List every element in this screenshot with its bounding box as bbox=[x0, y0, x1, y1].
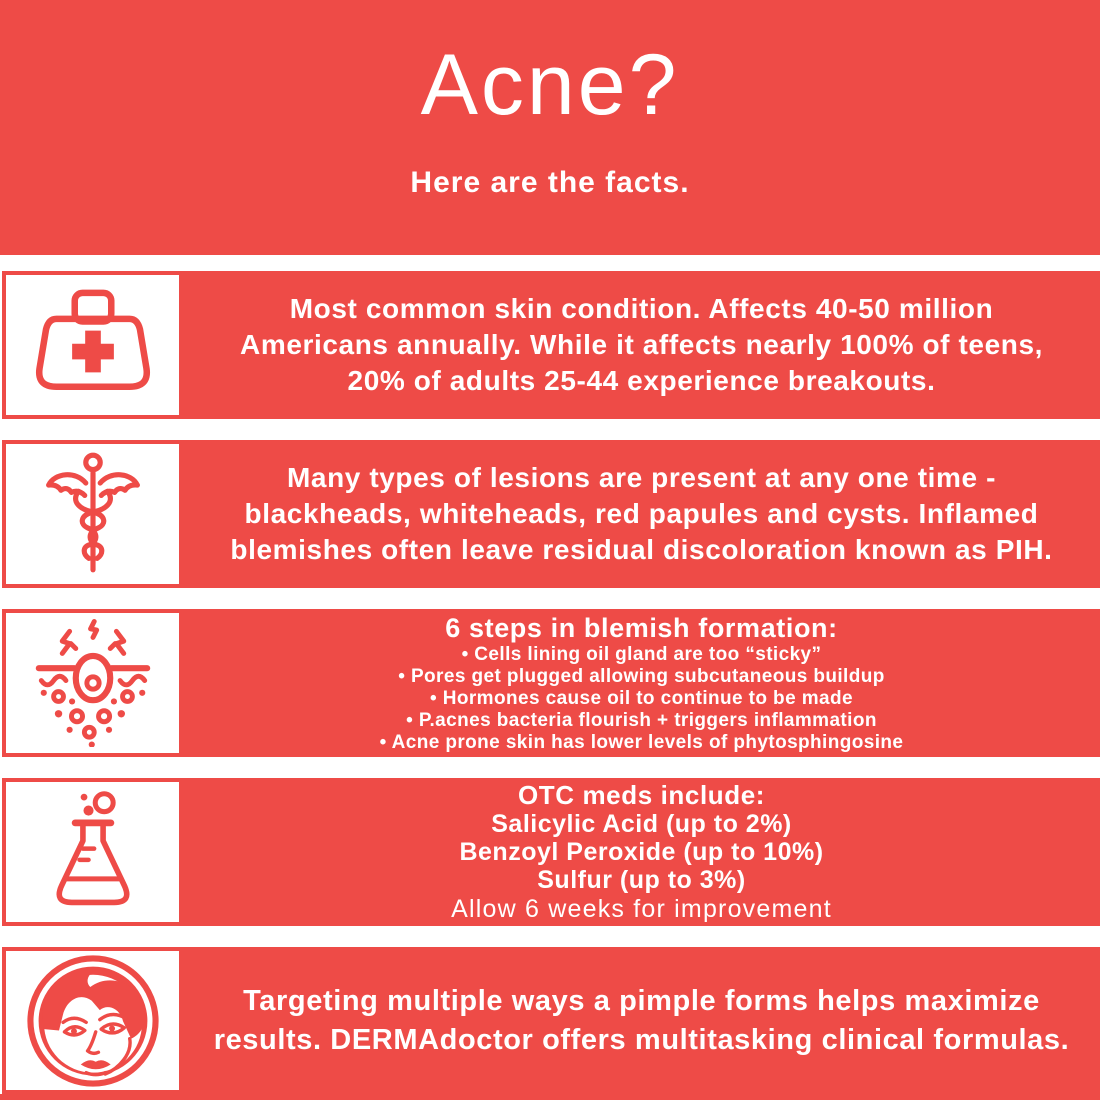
fact-line: 20% of adults 25-44 experience breakouts. bbox=[347, 365, 936, 396]
icon-box bbox=[2, 609, 183, 757]
fact-line: blackheads, whiteheads, red papules and cysts. Inflamed bbox=[244, 498, 1039, 529]
page-title: Acne? bbox=[420, 37, 680, 133]
fact-line: Many types of lesions are present at any one time - bbox=[286, 462, 997, 493]
icon-box bbox=[2, 440, 183, 588]
icon-box bbox=[2, 271, 183, 419]
fact-row-brand bbox=[0, 947, 1100, 1100]
caduceus-icon bbox=[41, 450, 145, 578]
flask-icon bbox=[37, 789, 149, 915]
fact-line: Most common skin condition. Affects 40-50 million bbox=[289, 293, 994, 324]
bullet-item: • Hormones cause oil to continue to be made bbox=[430, 687, 853, 709]
fact-heading: OTC meds include: bbox=[517, 780, 766, 810]
bullet-item: • Pores get plugged allowing subcutaneous buildup bbox=[398, 665, 885, 687]
fact-row-blemish-formation bbox=[0, 609, 1100, 757]
fact-text bbox=[183, 778, 1100, 926]
fact-text bbox=[183, 440, 1100, 588]
med-item: Salicylic Acid (up to 2%) bbox=[491, 810, 792, 838]
bullet-item: • P.acnes bacteria flourish + triggers inflammation bbox=[406, 709, 877, 731]
med-item: Benzoyl Peroxide (up to 10%) bbox=[459, 838, 824, 866]
fact-text bbox=[183, 609, 1100, 757]
med-item: Sulfur (up to 3%) bbox=[537, 866, 746, 894]
fact-row-otc-meds bbox=[0, 778, 1100, 926]
fact-line: results. DERMAdoctor offers multitasking clinical formulas. bbox=[213, 1023, 1070, 1056]
bullet-item: • Acne prone skin has lower levels of phytosphingosine bbox=[379, 731, 904, 753]
fact-row-lesions bbox=[0, 440, 1100, 588]
dermadoctor-face-icon bbox=[25, 953, 161, 1089]
fact-line: Americans annually. While it affects nearly 100% of teens, bbox=[240, 329, 1043, 360]
blemish-formation-icon bbox=[18, 619, 168, 747]
fact-row-prevalence bbox=[0, 271, 1100, 419]
icon-box bbox=[2, 778, 183, 926]
note-text: Allow 6 weeks for improvement bbox=[451, 895, 832, 923]
fact-heading: 6 steps in blemish formation: bbox=[445, 612, 838, 643]
fact-text bbox=[183, 947, 1100, 1094]
bullet-item: • Cells lining oil gland are too “sticky” bbox=[461, 643, 822, 665]
fact-line: blemishes often leave residual discoloration known as PIH. bbox=[230, 534, 1053, 565]
fact-text bbox=[183, 271, 1100, 419]
fact-line: Targeting multiple ways a pimple forms helps maximize bbox=[243, 984, 1040, 1017]
icon-box bbox=[2, 947, 183, 1094]
header-banner bbox=[0, 0, 1100, 255]
medical-bag-icon bbox=[27, 285, 159, 405]
page-subtitle: Here are the facts. bbox=[410, 166, 690, 199]
